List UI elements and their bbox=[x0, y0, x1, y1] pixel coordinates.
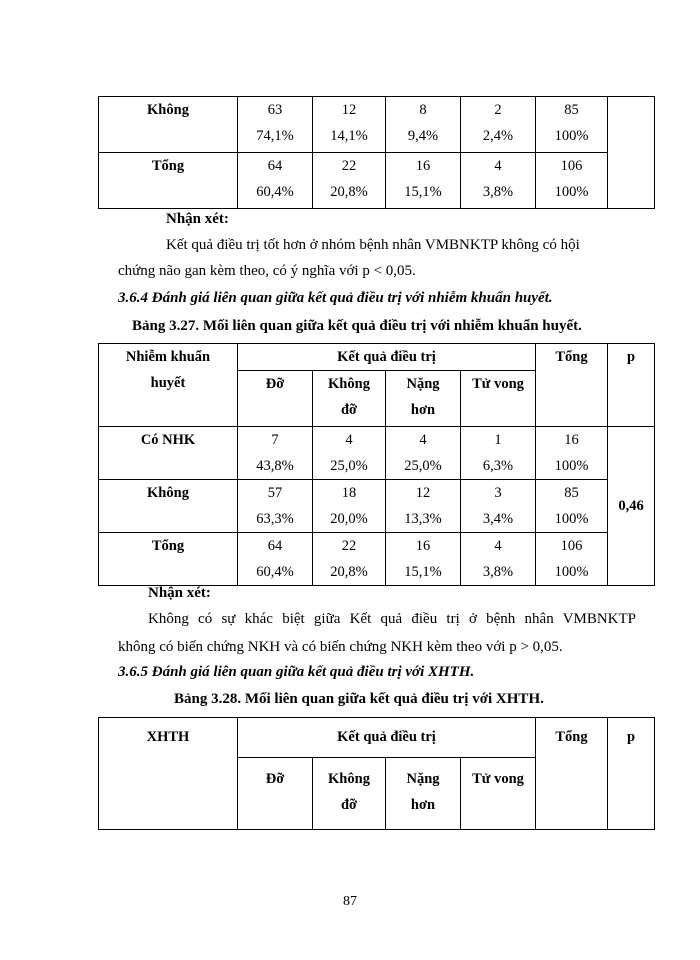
remark-heading: Nhận xét: bbox=[148, 585, 211, 601]
header-tu-vong: Tử vong bbox=[461, 758, 536, 830]
cell: 12 13,3% bbox=[386, 480, 461, 533]
row-label-tong: Tổng bbox=[99, 153, 238, 209]
header-khong-do: Không đỡ bbox=[313, 371, 386, 427]
cell: 64 60,4% bbox=[238, 153, 313, 209]
header-do: Đỡ bbox=[238, 758, 313, 830]
table-3-27 bbox=[98, 343, 655, 586]
header-p: p bbox=[608, 718, 655, 830]
cell: 22 20,8% bbox=[313, 153, 386, 209]
header-nang-hon: Nặng hơn bbox=[386, 371, 461, 427]
remark-text: Không có sự khác biệt giữa Kết quả điều trị ở bệnh nhân VMBNKTP bbox=[148, 611, 636, 627]
header-total: Tổng bbox=[536, 718, 608, 830]
header-do: Đỡ bbox=[238, 371, 313, 427]
row-label-co-nhk: Có NHK bbox=[99, 427, 238, 480]
table-caption: Bảng 3.28. Mối liên quan giữa kết quả điều trị với XHTH. bbox=[174, 691, 544, 707]
table-row bbox=[99, 480, 655, 533]
row-label-khong: Không bbox=[99, 480, 238, 533]
cell: 16 15,1% bbox=[386, 153, 461, 209]
header-row bbox=[99, 344, 655, 371]
p-cell-empty bbox=[608, 97, 655, 209]
cell: 4 3,8% bbox=[461, 533, 536, 586]
remark-text: không có biến chứng NKH và có biến chứng NKH kèm theo với p > 0,05. bbox=[118, 639, 563, 655]
remark-heading: Nhận xét: bbox=[166, 211, 229, 227]
table-continuation bbox=[98, 96, 655, 209]
cell: 7 43,8% bbox=[238, 427, 313, 480]
cell: 63 74,1% bbox=[238, 97, 313, 153]
header-outcome: Kết quả điều trị bbox=[238, 344, 536, 371]
cell: 8 9,4% bbox=[386, 97, 461, 153]
cell: 85 100% bbox=[536, 480, 608, 533]
cell: 22 20,8% bbox=[313, 533, 386, 586]
row-label-khong: Không bbox=[99, 97, 238, 153]
header-khong-do: Không đỡ bbox=[313, 758, 386, 830]
header-group: XHTH bbox=[99, 718, 238, 830]
table-row bbox=[99, 533, 655, 586]
header-p: p bbox=[608, 344, 655, 427]
cell: 18 20,0% bbox=[313, 480, 386, 533]
remark-text: chứng não gan kèm theo, có ý nghĩa với p < 0,05. bbox=[118, 263, 416, 279]
cell: 1 6,3% bbox=[461, 427, 536, 480]
cell: 106 100% bbox=[536, 533, 608, 586]
cell: 64 60,4% bbox=[238, 533, 313, 586]
table-row bbox=[99, 97, 655, 153]
header-group: Nhiễm khuẩn huyết bbox=[99, 344, 238, 427]
cell: 57 63,3% bbox=[238, 480, 313, 533]
header-outcome: Kết quả điều trị bbox=[238, 718, 536, 758]
cell: 16 100% bbox=[536, 427, 608, 480]
header-row bbox=[99, 718, 655, 758]
section-heading: 3.6.5 Đánh giá liên quan giữa kết quả điều trị với XHTH. bbox=[118, 664, 475, 680]
p-value: 0,46 bbox=[608, 427, 655, 586]
cell: 16 15,1% bbox=[386, 533, 461, 586]
cell: 12 14,1% bbox=[313, 97, 386, 153]
header-nang-hon: Nặng hơn bbox=[386, 758, 461, 830]
header-total: Tổng bbox=[536, 344, 608, 427]
table-row bbox=[99, 427, 655, 480]
row-label-tong: Tổng bbox=[99, 533, 238, 586]
remark-text: Kết quả điều trị tốt hơn ở nhóm bệnh nhân VMBNKTP không có hội bbox=[166, 237, 580, 253]
table-caption: Bảng 3.27. Mối liên quan giữa kết quả điều trị với nhiễm khuẩn huyết. bbox=[132, 318, 582, 334]
section-heading: 3.6.4 Đánh giá liên quan giữa kết quả điều trị với nhiễm khuẩn huyết. bbox=[118, 290, 553, 306]
page-number: 87 bbox=[343, 894, 357, 909]
cell: 4 25,0% bbox=[313, 427, 386, 480]
header-tu-vong: Tử vong bbox=[461, 371, 536, 427]
cell: 4 25,0% bbox=[386, 427, 461, 480]
cell: 3 3,4% bbox=[461, 480, 536, 533]
cell: 2 2,4% bbox=[461, 97, 536, 153]
cell: 106 100% bbox=[536, 153, 608, 209]
cell: 85 100% bbox=[536, 97, 608, 153]
table-row bbox=[99, 153, 655, 209]
table-3-28 bbox=[98, 717, 655, 830]
cell: 4 3,8% bbox=[461, 153, 536, 209]
